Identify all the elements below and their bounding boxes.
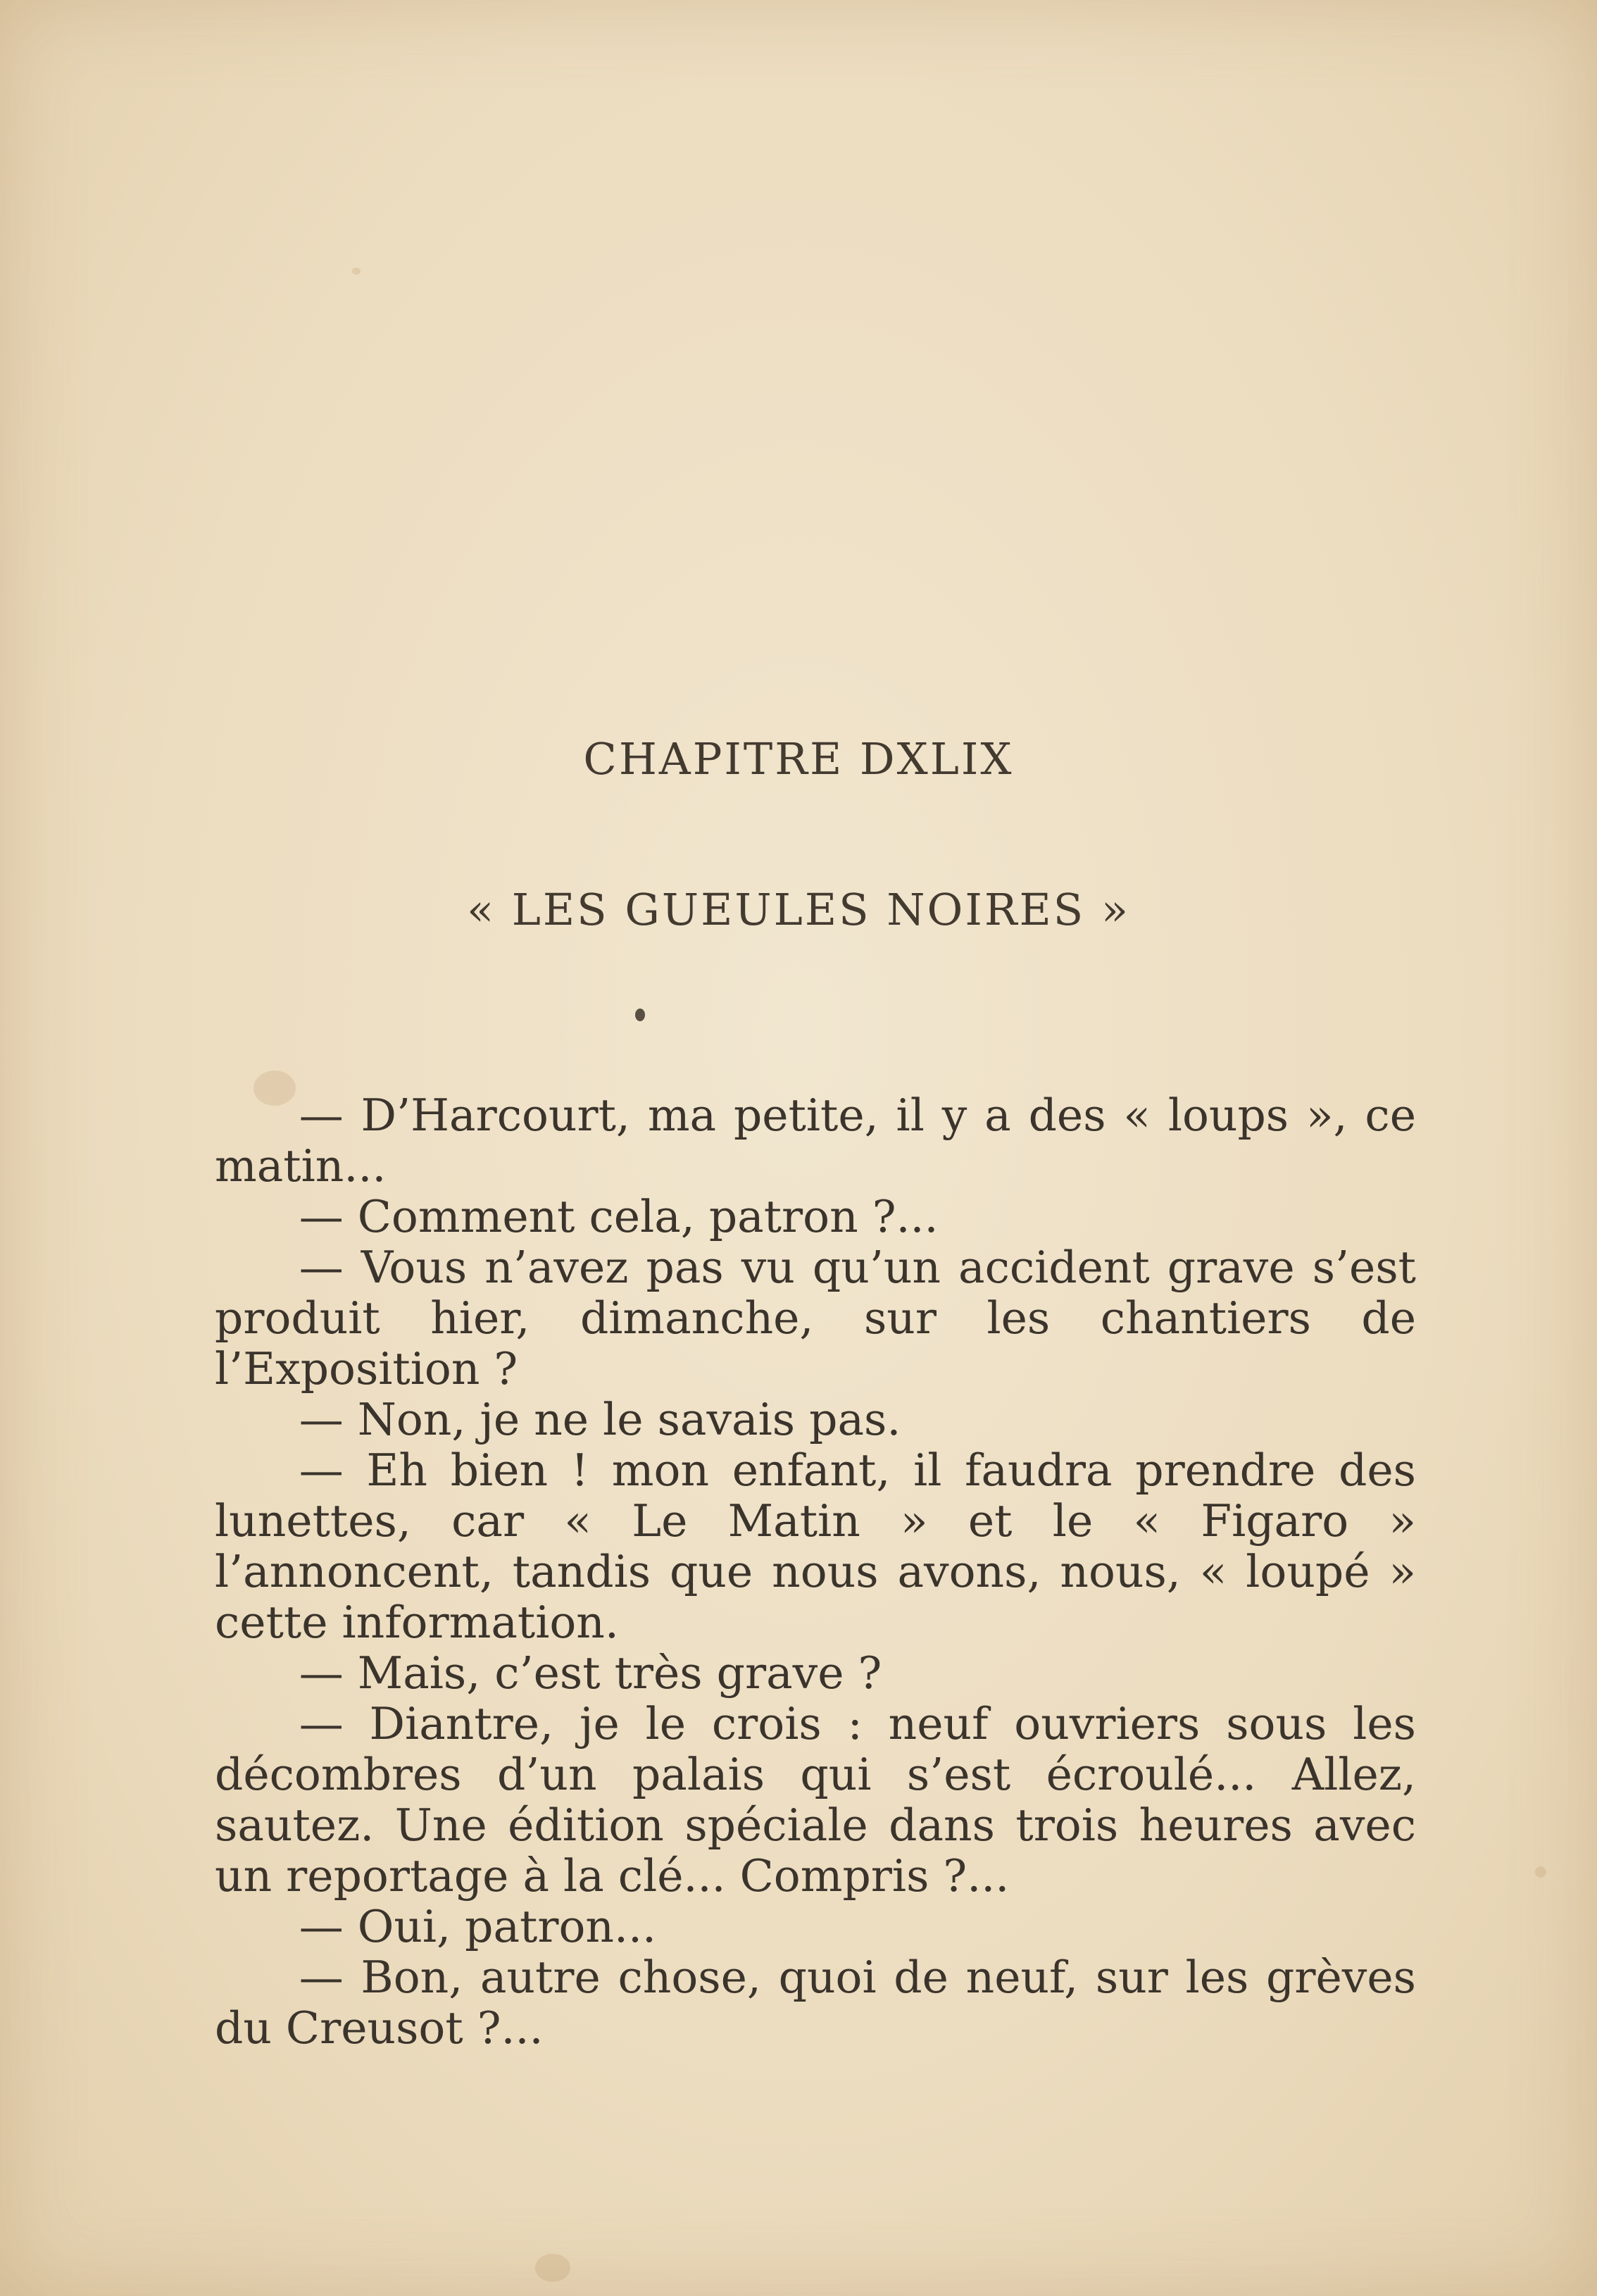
paper-stain [1535,1866,1546,1878]
dialogue-paragraph: — Eh bien ! mon enfant, il faudra prendre des lunettes, car « Le Matin » et le « Figaro » l’annoncent, tandis que nous avons, nous, « loupé » cette information. [215,1445,1416,1648]
dialogue-paragraph: — Diantre, je le crois : neuf ouvriers sous les décombres d’un palais qui s’est écroulé... Allez, sautez. Une édition spéciale dans trois heures avec un reportage à la clé... Compris ?... [215,1698,1416,1902]
dialogue-paragraph: — D’Harcourt, ma petite, il y a des « loups », ce matin... [215,1090,1416,1192]
paper-stain [535,2254,570,2282]
dialogue-paragraph: — Non, je ne le savais pas. [299,1394,901,1445]
dialogue-paragraph: — Mais, c’est très grave ? [299,1647,882,1699]
ornament-dot [635,1009,645,1021]
dialogue-paragraph: — Comment cela, patron ?... [299,1191,939,1242]
dialogue-paragraph: — Oui, patron... [299,1901,657,1952]
chapter-subtitle: « LES GUEULES NOIRES » [467,884,1130,935]
chapter-title: CHAPITRE DXLIX [583,733,1014,785]
body-text [215,1090,1416,2054]
dialogue-paragraph: — Bon, autre chose, quoi de neuf, sur les grèves du Creusot ?... [215,1952,1416,2054]
paper-stain [352,268,361,275]
dialogue-paragraph: — Vous n’avez pas vu qu’un accident grave s’est produit hier, dimanche, sur les chantiers de l’Exposition ? [215,1242,1416,1395]
